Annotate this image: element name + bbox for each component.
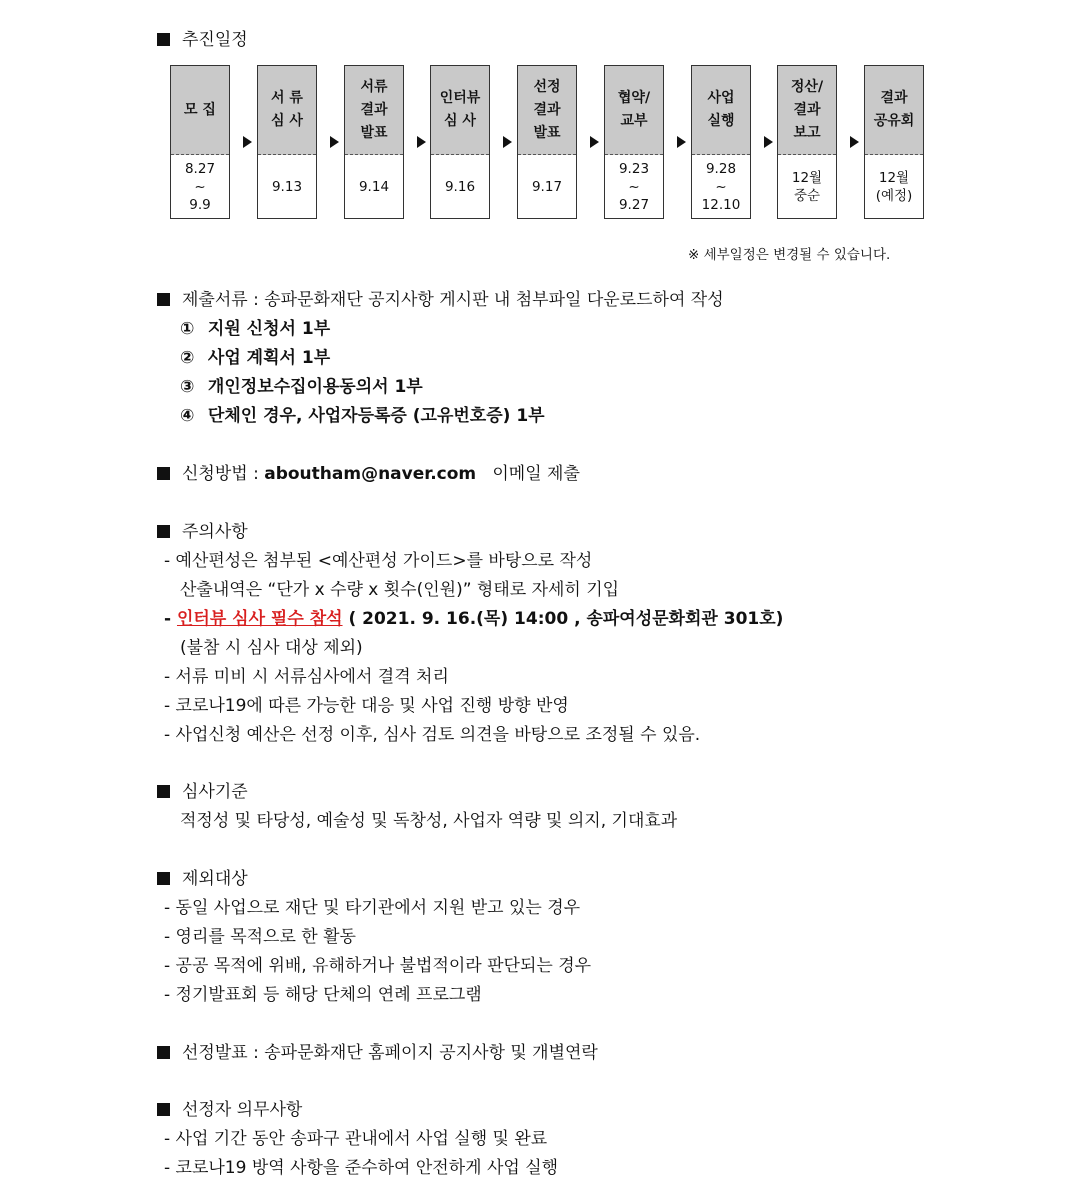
caution-item: 산출내역은 “단가 x 수량 x 횟수(인원)” 형태로 자세히 기입 xyxy=(180,580,620,600)
arrow-right-icon xyxy=(330,136,339,148)
duty-item: - 사업 기간 동안 송파구 관내에서 사업 실행 및 완료 xyxy=(164,1129,548,1149)
caution-item: - 사업신청 예산은 선정 이후, 심사 검토 의견을 바탕으로 조정될 수 있음. xyxy=(164,725,701,745)
schedule-step-date: 12월 (예정) xyxy=(875,170,913,204)
schedule-step-label: 사업 실행 xyxy=(692,66,750,155)
exclusion-item: - 정기발표회 등 해당 단체의 연례 프로그램 xyxy=(164,985,482,1005)
apply-email: aboutham@naver.com xyxy=(264,464,477,484)
arrow-right-icon xyxy=(503,136,512,148)
schedule-step-label: 서 류 심 사 xyxy=(258,66,316,155)
schedule-step-label: 선정 결과 발표 xyxy=(518,66,576,155)
schedule-step-label: 협약/ 교부 xyxy=(605,66,663,155)
square-bullet-icon xyxy=(157,785,170,798)
schedule-step-date: 12월 중순 xyxy=(791,170,823,204)
schedule-step xyxy=(170,65,230,219)
schedule-step-date: 9.16 xyxy=(444,179,476,195)
schedule-step-label: 정산/ 결과 보고 xyxy=(778,66,836,155)
arrow-right-icon xyxy=(677,136,686,148)
schedule-step xyxy=(257,65,317,219)
schedule-step-date: 9.23 ~ 9.27 xyxy=(618,161,650,213)
apply-method: 신청방법 : aboutham@naver.com 이메일 제출 xyxy=(157,463,580,485)
schedule-step-date: 9.28 ~ 12.10 xyxy=(701,161,741,213)
square-bullet-icon xyxy=(157,1103,170,1116)
schedule-step-date: 9.17 xyxy=(531,179,563,195)
caution-item: - 서류 미비 시 서류심사에서 결격 처리 xyxy=(164,667,449,687)
schedule-step xyxy=(604,65,664,219)
documents-heading: 제출서류 : 송파문화재단 공지사항 게시판 내 첨부파일 다운로드하여 작성 xyxy=(157,289,724,311)
caution-item: - 예산편성은 첨부된 <예산편성 가이드>를 바탕으로 작성 xyxy=(164,551,593,571)
announce-heading: 선정발표 : 송파문화재단 홈페이지 공지사항 및 개별연락 xyxy=(157,1042,598,1064)
schedule-step xyxy=(864,65,924,219)
caution-item: (불참 시 심사 대상 제외) xyxy=(180,638,363,658)
exclusion-heading: 제외대상 xyxy=(157,868,248,890)
schedule-step xyxy=(344,65,404,219)
exclusion-item: - 영리를 목적으로 한 활동 xyxy=(164,927,356,947)
exclusion-item: - 동일 사업으로 재단 및 타기관에서 지원 받고 있는 경우 xyxy=(164,898,581,918)
arrow-right-icon xyxy=(764,136,773,148)
square-bullet-icon xyxy=(157,872,170,885)
schedule-step-label: 인터뷰 심 사 xyxy=(431,66,489,155)
arrow-right-icon xyxy=(417,136,426,148)
square-bullet-icon xyxy=(157,525,170,538)
arrow-right-icon xyxy=(243,136,252,148)
duties-heading: 선정자 의무사항 xyxy=(157,1099,302,1121)
exclusion-item: - 공공 목적에 위배, 유해하거나 불법적이라 판단되는 경우 xyxy=(164,956,592,976)
document-item: ④ 단체인 경우, 사업자등록증 (고유번호증) 1부 xyxy=(180,406,545,426)
schedule-step xyxy=(691,65,751,219)
schedule-step-date: 9.14 xyxy=(358,179,390,195)
schedule-step-date: 9.13 xyxy=(271,179,303,195)
square-bullet-icon xyxy=(157,467,170,480)
schedule-step-label: 모 집 xyxy=(171,66,229,155)
document-item: ② 사업 계획서 1부 xyxy=(180,348,331,368)
document-item: ③ 개인정보수집이용동의서 1부 xyxy=(180,377,423,397)
square-bullet-icon xyxy=(157,293,170,306)
schedule-step xyxy=(777,65,837,219)
schedule-step-label: 서류 결과 발표 xyxy=(345,66,403,155)
schedule-step xyxy=(517,65,577,219)
square-bullet-icon xyxy=(157,1046,170,1059)
schedule-heading: 추진일정 xyxy=(157,29,248,51)
document-item: ① 지원 신청서 1부 xyxy=(180,319,331,339)
schedule-step xyxy=(430,65,490,219)
arrow-right-icon xyxy=(850,136,859,148)
criteria-text: 적정성 및 타당성, 예술성 및 독창성, 사업자 역량 및 의지, 기대효과 xyxy=(180,811,678,831)
interview-required-text: 인터뷰 심사 필수 참석 xyxy=(176,609,343,629)
arrow-right-icon xyxy=(590,136,599,148)
schedule-step-label: 결과 공유회 xyxy=(865,66,923,155)
square-bullet-icon xyxy=(157,33,170,46)
criteria-heading: 심사기준 xyxy=(157,781,248,803)
caution-item: - 코로나19에 따른 가능한 대응 및 사업 진행 방향 반영 xyxy=(164,696,569,716)
caution-heading: 주의사항 xyxy=(157,521,248,543)
caution-interview: - 인터뷰 심사 필수 참석 ( 2021. 9. 16.(목) 14:00 , 송파여성문화회관 301호) xyxy=(164,609,784,629)
schedule-note: ※ 세부일정은 변경될 수 있습니다. xyxy=(688,247,891,263)
schedule-step-date: 8.27 ~ 9.9 xyxy=(184,161,216,213)
duty-item: - 코로나19 방역 사항을 준수하여 안전하게 사업 실행 xyxy=(164,1158,559,1178)
